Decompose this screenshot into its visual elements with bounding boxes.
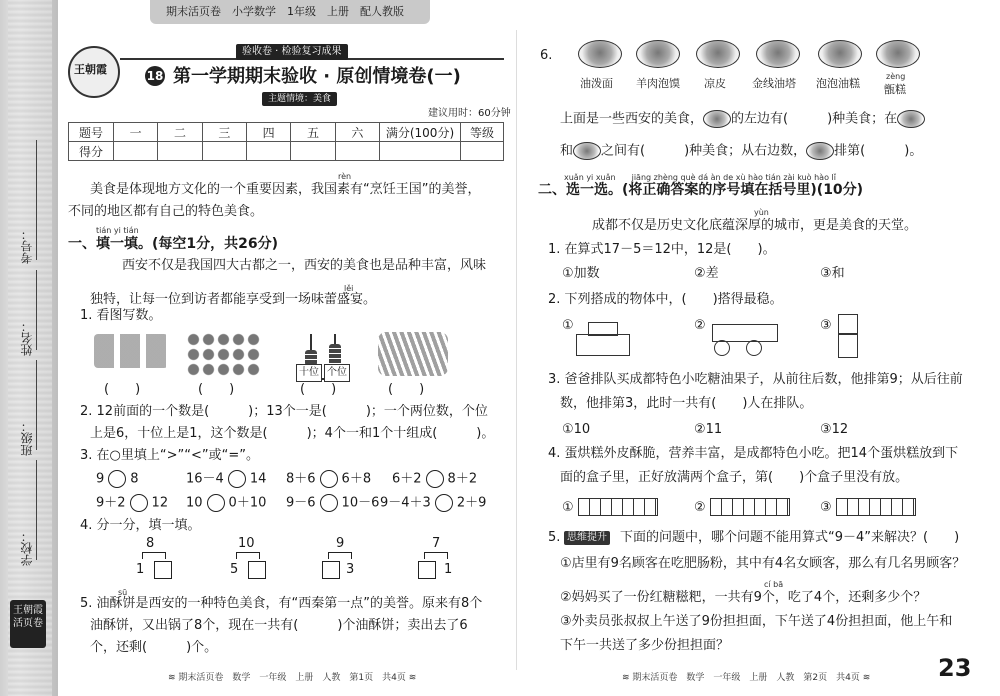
bond-branch [142, 552, 166, 559]
answer-parens[interactable]: ( ) [388, 382, 425, 397]
acceptance-tab: 验收卷 · 检验复习成果 [236, 44, 348, 60]
thinking-tag: 思维提升 [564, 531, 610, 545]
abacus-beads [329, 344, 341, 366]
compare-left: 9 [96, 471, 105, 487]
question-6-number: 6. [540, 48, 553, 63]
q6-text: 之间有( )种美食；从右边数， [601, 143, 807, 159]
pancake-grid-picture [186, 332, 262, 376]
class-label: 班级： [20, 420, 34, 456]
question-1-3: 3. 在○里填上“>”“<”或“=”。 [80, 448, 259, 463]
q6-text: 的左边有( )种美食；在 [731, 111, 898, 127]
option[interactable]: ②差 [694, 266, 719, 281]
brand-logo [10, 600, 46, 648]
compare-left: 8＋6 [286, 471, 316, 487]
bond-part: 1 [136, 562, 145, 577]
answer-parens[interactable]: ( ) [198, 382, 235, 397]
compare-item [380, 494, 486, 512]
score-cell: 二 [158, 123, 202, 142]
compare-right: 8＋2 [447, 471, 478, 487]
question-1-1: 1. 看图写数。 [80, 308, 162, 323]
egg-cake-box [578, 498, 658, 516]
bond-branch [328, 552, 352, 559]
theme-tag: 主题情境：美食 [262, 92, 337, 106]
pinyin: yùn [754, 208, 769, 217]
suggested-time: 建议用时：60分钟 [428, 108, 511, 119]
paper-number-badge: 18 [145, 66, 165, 86]
pinyin: sū [118, 588, 128, 597]
bond-part: 1 [444, 562, 453, 577]
bond-answer-box[interactable] [418, 561, 436, 579]
option[interactable]: ②妈妈买了一份红糖糍粑，一共有9个，吃了4个，还剩多少个？ [560, 590, 927, 605]
abacus-tens-label: 十位 [296, 364, 322, 382]
food-icon [806, 142, 834, 160]
question-2-1: 1. 在算式17－5＝12中，12是( )。 [548, 242, 776, 257]
page-footer-right: ≋ 期末活页卷 数学 一年级 上册 人教 第2页 共4页 ≋ [622, 673, 871, 683]
bond-top: 10 [238, 536, 255, 551]
food-icon [573, 142, 601, 160]
score-cell: 等级 [461, 123, 504, 142]
section-2-intro: 成都不仅是历史文化底蕴深厚的城市，更是美食的天堂。 [592, 218, 918, 233]
question-1-5-line: 油酥饼，又出锅了8个，现在一共有( )个油酥饼；卖出去了6 [90, 618, 468, 633]
publisher-logo-text: 王朝霞 [74, 63, 107, 76]
section-1-intro-line: 独特，让每一位到访者都能享受到一场味蕾盛宴。 [90, 292, 377, 307]
bond-part: 5 [230, 562, 239, 577]
compare-item [186, 470, 266, 488]
score-input-cell[interactable] [246, 142, 290, 161]
compare-circle[interactable] [435, 494, 453, 512]
section-1-heading: 一、填一填。(每空1分，共26分) [68, 236, 279, 252]
score-table-header-row [69, 123, 504, 142]
block-cylinder [588, 322, 618, 336]
school-label: 学校： [20, 530, 34, 566]
score-cell: 四 [246, 123, 290, 142]
question-6-line [560, 142, 922, 160]
egg-cake-box [710, 498, 790, 516]
compare-item [286, 494, 379, 512]
score-input-cell[interactable] [380, 142, 461, 161]
bond-answer-box[interactable] [154, 561, 172, 579]
question-2-2: 2. 下列搭成的物体中，( )搭得最稳。 [548, 292, 783, 307]
bond-answer-box[interactable] [248, 561, 266, 579]
question-2-3-line: 数，他排第3，此时一共有( )人在排队。 [560, 396, 813, 411]
question-1-2-line: 2. 12前面的一个数是( )；13个一是( )；一个两位数，个位 [80, 404, 488, 419]
option[interactable]: ② [694, 500, 706, 515]
q6-text: 上面是一些西安的美食， [560, 111, 704, 127]
score-cell: 得分 [69, 142, 114, 161]
block-wheel [746, 340, 762, 356]
compare-right: 2＋9 [456, 495, 487, 511]
food-name: 金线油塔 [752, 77, 796, 90]
food-name: 凉皮 [704, 77, 726, 90]
sticks-bundle-picture [378, 332, 448, 376]
option[interactable]: ①店里有9名顾客在吃肥肠粉，其中有4名女顾客，那么有几名男顾客？ [560, 556, 966, 571]
compare-item [96, 494, 168, 512]
question-2-5: 下面的问题中，哪个问题不能用算式“9－4”来解决？( ) [620, 530, 960, 545]
pinyin: xuǎn yi xuǎn jiāng zhèng què dá àn de xù hào tián zài kuò hào lǐ [564, 173, 836, 182]
brand-line-1: 王朝霞 [13, 605, 43, 616]
bond-answer-box[interactable] [322, 561, 340, 579]
compare-left: 9－6 [286, 495, 316, 511]
food-name: 油泼面 [580, 77, 613, 90]
option[interactable]: ③外卖员张叔叔上午送了9份担担面，下午送了4份担担面，他上午和 [560, 614, 953, 629]
question-2-4-line: 面的盒子里，正好放满两个盒子，第( )个盒子里没有放。 [560, 470, 909, 485]
option[interactable]: ② [694, 318, 706, 333]
intro-text-line: 不同的地区都有自己的特色美食。 [68, 204, 264, 219]
class-line [36, 360, 37, 450]
pinyin: zèng [886, 72, 906, 81]
question-2-3-line: 3. 爸爸排队买成都特色小吃糖油果子，从前往后数，他排第9；从后往前 [548, 372, 963, 387]
compare-right: 14 [249, 471, 267, 487]
page-number: 23 [938, 654, 972, 682]
q6-text: 和 [560, 143, 574, 159]
compare-left: 9－4＋3 [380, 495, 431, 511]
question-1-5-line: 个，还剩( )个。 [90, 640, 218, 655]
bond-top: 8 [146, 536, 155, 551]
block-cube [838, 334, 858, 358]
compare-circle[interactable] [228, 470, 246, 488]
block-cube [838, 314, 858, 334]
score-input-cell[interactable] [158, 142, 202, 161]
question-1-4: 4. 分一分，填一填。 [80, 518, 201, 533]
block-wheel [714, 340, 730, 356]
compare-circle[interactable] [207, 494, 225, 512]
compare-circle[interactable] [426, 470, 444, 488]
food-name: 甑糕 [884, 83, 906, 96]
question-1-2-line: 上是6，十位上是1，这个数是( )；4个一和1个十组成( )。 [90, 426, 495, 441]
option-continued: 下午一共送了多少份担担面？ [560, 638, 730, 653]
score-cell: 满分(100分) [380, 123, 461, 142]
bond-top: 7 [432, 536, 441, 551]
score-cell: 题号 [69, 123, 114, 142]
name-line [36, 270, 37, 350]
food-picture [818, 40, 862, 68]
question-1-5-line: 5. 油酥饼是西安的一种特色美食，有“西秦第一点”的美誉。原来有8个 [80, 596, 483, 611]
food-icon [897, 110, 925, 128]
bond-part: 3 [346, 562, 355, 577]
pinyin: rèn [338, 172, 352, 181]
exam-number-label: 考号： [20, 228, 34, 264]
bond-branch [236, 552, 260, 559]
answer-parens[interactable]: ( ) [104, 382, 141, 397]
score-input-cell[interactable] [335, 142, 379, 161]
paper-title: 第一学期期末验收 · 原创情境卷(一) [173, 66, 461, 87]
pinyin: lěi [344, 284, 354, 293]
abacus-ones-label: 个位 [324, 364, 350, 382]
compare-item [96, 470, 139, 488]
food-picture [636, 40, 680, 68]
option[interactable]: ③12 [820, 422, 849, 437]
compare-left: 9＋2 [96, 495, 126, 511]
compare-left: 6＋2 [392, 471, 422, 487]
page-divider [516, 30, 517, 670]
score-input-cell[interactable] [291, 142, 335, 161]
food-picture [756, 40, 800, 68]
score-table [68, 122, 504, 161]
exam-number-line [36, 140, 37, 260]
compare-right: 10－6 [341, 495, 380, 511]
food-name: 羊肉泡馍 [636, 77, 680, 90]
score-cell: 六 [335, 123, 379, 142]
compare-left: 10 [186, 495, 203, 511]
option[interactable]: ③ [820, 500, 832, 515]
question-2-4-line: 4. 蛋烘糕外皮酥脆，营养丰富，是成都特色小吃。把14个蛋烘糕放到下 [548, 446, 959, 461]
option[interactable]: ①加数 [562, 266, 600, 281]
section-1-intro-line: 西安不仅是我国四大古都之一，西安的美食也是品种丰富，风味 [122, 258, 487, 273]
bond-branch [424, 552, 448, 559]
compare-item [392, 470, 477, 488]
series-label: 期末活页卷 小学数学 1年级 上册 配人教版 [166, 5, 404, 18]
score-cell: 三 [202, 123, 246, 142]
compare-right: 6＋8 [341, 471, 372, 487]
option[interactable]: ③和 [820, 266, 845, 281]
food-picture [696, 40, 740, 68]
food-picture [578, 40, 622, 68]
intro-text-line: 美食是体现地方文化的一个重要因素，我国素有“烹饪王国”的美誉， [90, 182, 481, 197]
compare-item [186, 494, 266, 512]
option[interactable]: ③ [820, 318, 832, 333]
score-input-cell[interactable] [461, 142, 504, 161]
answer-parens[interactable]: ( ) [300, 382, 337, 397]
food-icon [703, 110, 731, 128]
school-line [36, 460, 37, 560]
compare-circle[interactable] [320, 494, 338, 512]
bond-top: 9 [336, 536, 345, 551]
option[interactable]: ②11 [694, 422, 723, 437]
food-name: 泡泡油糕 [816, 77, 860, 90]
compare-right: 12 [151, 495, 169, 511]
option[interactable]: ①10 [562, 422, 591, 437]
compare-circle[interactable] [320, 470, 338, 488]
compare-right: 0＋10 [228, 495, 267, 511]
score-input-cell[interactable] [202, 142, 246, 161]
compare-item [286, 470, 371, 488]
score-table-score-row [69, 142, 504, 161]
pinyin: tián yi tián [96, 226, 139, 235]
compare-right: 8 [130, 471, 139, 487]
score-input-cell[interactable] [114, 142, 158, 161]
compare-circle[interactable] [108, 470, 126, 488]
option[interactable]: ① [562, 318, 574, 333]
page-footer-left: ≋ 期末活页卷 数学 一年级 上册 人教 第1页 共4页 ≋ [168, 673, 417, 683]
dumpling-basket-picture [94, 334, 168, 368]
pinyin: cí bā [764, 580, 784, 589]
q6-text: 排第( )。 [834, 143, 923, 159]
compare-circle[interactable] [130, 494, 148, 512]
section-2-heading: 二、选一选。(将正确答案的序号填在括号里)(10分) [538, 182, 864, 198]
egg-cake-box [836, 498, 916, 516]
name-label: 姓名： [20, 320, 34, 356]
brand-line-2: 活页卷 [13, 618, 43, 629]
score-cell: 五 [291, 123, 335, 142]
option[interactable]: ① [562, 500, 574, 515]
block-base [576, 334, 630, 356]
question-6-line [560, 110, 925, 128]
score-cell: 一 [114, 123, 158, 142]
compare-left: 16－4 [186, 471, 224, 487]
food-picture [876, 40, 920, 68]
question-2-5-number: 5. [548, 530, 561, 545]
